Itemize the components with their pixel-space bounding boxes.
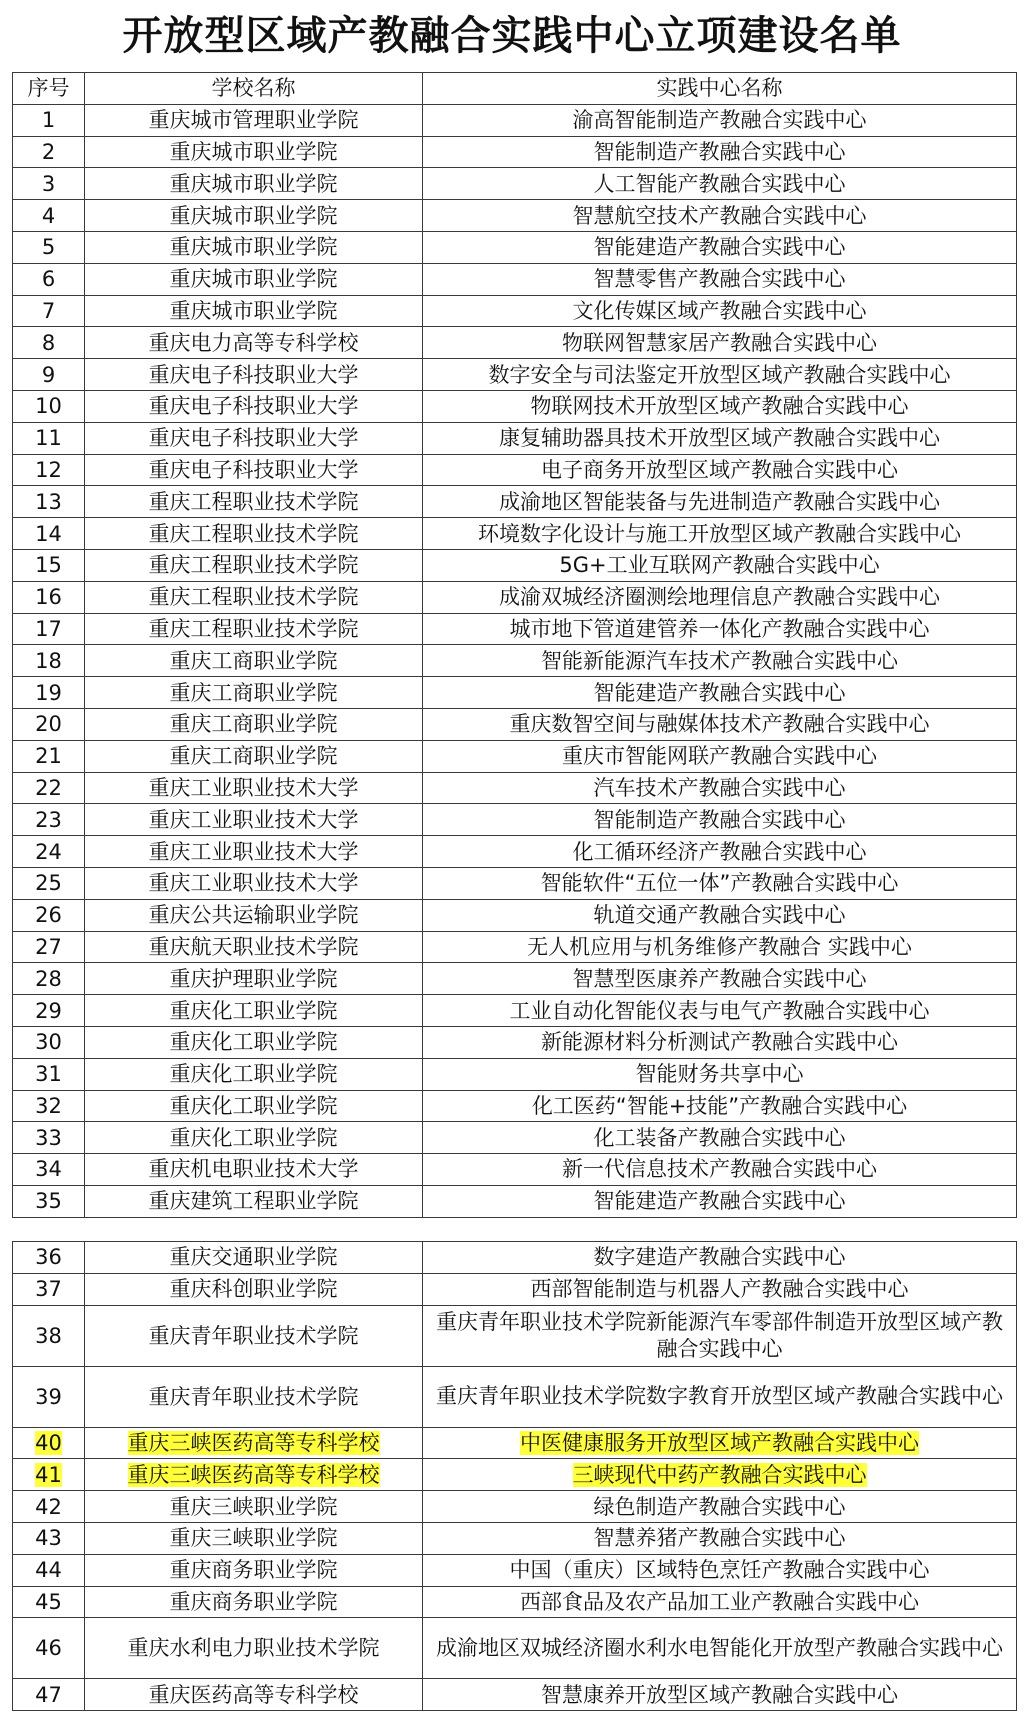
center-name [423, 1459, 1017, 1491]
table-row [13, 1586, 1017, 1618]
school-name: 重庆工程职业技术学院 [85, 518, 423, 550]
row-number: 30 [13, 1026, 85, 1058]
school-name: 重庆商务职业学院 [85, 1554, 423, 1586]
table-row [13, 1459, 1017, 1491]
row-number: 35 [13, 1185, 85, 1217]
center-name: 渝高智能制造产教融合实践中心 [423, 104, 1017, 136]
center-name: 智慧零售产教融合实践中心 [423, 263, 1017, 295]
table-row [13, 581, 1017, 613]
table-row [13, 549, 1017, 581]
center-name: 工业自动化智能仪表与电气产教融合实践中心 [423, 995, 1017, 1027]
row-number: 27 [13, 931, 85, 963]
school-name: 重庆工业职业技术大学 [85, 772, 423, 804]
row-number: 4 [13, 200, 85, 232]
school-name: 重庆商务职业学院 [85, 1586, 423, 1618]
school-name [85, 1459, 423, 1491]
school-name: 重庆医药高等专科学校 [85, 1679, 423, 1711]
school-name: 重庆化工职业学院 [85, 1122, 423, 1154]
project-table-part-2 [12, 1241, 1017, 1711]
school-name: 重庆城市职业学院 [85, 136, 423, 168]
school-name: 重庆电力高等专科学校 [85, 327, 423, 359]
table-row [13, 1090, 1017, 1122]
school-name: 重庆工商职业学院 [85, 708, 423, 740]
center-name: 物联网智慧家居产教融合实践中心 [423, 327, 1017, 359]
school-name: 重庆三峡职业学院 [85, 1522, 423, 1554]
table-row [13, 1058, 1017, 1090]
table-row [13, 295, 1017, 327]
row-number: 18 [13, 645, 85, 677]
table-row [13, 1618, 1017, 1679]
school-name: 重庆工商职业学院 [85, 677, 423, 709]
school-name: 重庆城市职业学院 [85, 263, 423, 295]
center-name: 智能新能源汽车技术产教融合实践中心 [423, 645, 1017, 677]
table-row [13, 200, 1017, 232]
row-number: 26 [13, 899, 85, 931]
table-row [13, 708, 1017, 740]
table-row [13, 677, 1017, 709]
center-name: 无人机应用与机务维修产教融合 实践中心 [423, 931, 1017, 963]
row-number: 36 [13, 1242, 85, 1274]
school-name: 重庆建筑工程职业学院 [85, 1185, 423, 1217]
center-name: 新能源材料分析测试产教融合实践中心 [423, 1026, 1017, 1058]
project-table-part-1 [12, 72, 1017, 1218]
table-row [13, 1522, 1017, 1554]
highlight-mark: 重庆三峡医药高等专科学校 [127, 1462, 380, 1487]
center-name: 化工循环经济产教融合实践中心 [423, 836, 1017, 868]
row-number: 29 [13, 995, 85, 1027]
row-number: 9 [13, 359, 85, 391]
table-row [13, 1154, 1017, 1186]
school-name: 重庆电子科技职业大学 [85, 422, 423, 454]
center-name: 人工智能产教融合实践中心 [423, 168, 1017, 200]
table-row [13, 740, 1017, 772]
row-number: 6 [13, 263, 85, 295]
row-number: 22 [13, 772, 85, 804]
row-number: 17 [13, 613, 85, 645]
center-name: 西部智能制造与机器人产教融合实践中心 [423, 1273, 1017, 1305]
row-number: 47 [13, 1679, 85, 1711]
table-row [13, 263, 1017, 295]
page-title: 开放型区域产教融合实践中心立项建设名单 [122, 13, 902, 59]
school-name: 重庆工程职业技术学院 [85, 486, 423, 518]
center-name: 重庆青年职业技术学院新能源汽车零部件制造开放型区域产教融合实践中心 [423, 1305, 1017, 1366]
center-name: 成渝地区双城经济圈水利水电智能化开放型产教融合实践中心 [423, 1618, 1017, 1679]
school-name: 重庆青年职业技术学院 [85, 1366, 423, 1427]
row-number: 42 [13, 1491, 85, 1523]
school-name: 重庆机电职业技术大学 [85, 1154, 423, 1186]
center-name: 康复辅助器具技术开放型区域产教融合实践中心 [423, 422, 1017, 454]
center-name: 智能软件“五位一体”产教融合实践中心 [423, 867, 1017, 899]
table-row [13, 645, 1017, 677]
row-number: 39 [13, 1366, 85, 1427]
row-number [13, 1459, 85, 1491]
school-name: 重庆城市职业学院 [85, 200, 423, 232]
table-row [13, 1026, 1017, 1058]
row-number: 10 [13, 390, 85, 422]
school-name: 重庆工业职业技术大学 [85, 804, 423, 836]
school-name: 重庆公共运输职业学院 [85, 899, 423, 931]
school-name [85, 1427, 423, 1459]
table-row [13, 899, 1017, 931]
school-name: 重庆工程职业技术学院 [85, 581, 423, 613]
header-center: 实践中心名称 [423, 73, 1017, 105]
table-row [13, 1122, 1017, 1154]
table-row [13, 1366, 1017, 1427]
row-number: 24 [13, 836, 85, 868]
row-number: 19 [13, 677, 85, 709]
center-name: 物联网技术开放型区域产教融合实践中心 [423, 390, 1017, 422]
row-number: 34 [13, 1154, 85, 1186]
table-row [13, 231, 1017, 263]
row-number: 46 [13, 1618, 85, 1679]
row-number: 44 [13, 1554, 85, 1586]
highlight-mark: 三峡现代中药产教融合实践中心 [572, 1462, 867, 1487]
row-number: 12 [13, 454, 85, 486]
table-row [13, 1679, 1017, 1711]
center-name: 绿色制造产教融合实践中心 [423, 1491, 1017, 1523]
center-name: 智慧养猪产教融合实践中心 [423, 1522, 1017, 1554]
table-row [13, 836, 1017, 868]
school-name: 重庆交通职业学院 [85, 1242, 423, 1274]
center-name: 数字建造产教融合实践中心 [423, 1242, 1017, 1274]
table-row [13, 136, 1017, 168]
center-name: 化工装备产教融合实践中心 [423, 1122, 1017, 1154]
school-name: 重庆工业职业技术大学 [85, 836, 423, 868]
table-row [13, 772, 1017, 804]
school-name: 重庆城市职业学院 [85, 168, 423, 200]
row-number: 20 [13, 708, 85, 740]
highlight-mark: 41 [35, 1462, 62, 1487]
row-number: 28 [13, 963, 85, 995]
center-name: 轨道交通产教融合实践中心 [423, 899, 1017, 931]
row-number: 38 [13, 1305, 85, 1366]
school-name: 重庆城市管理职业学院 [85, 104, 423, 136]
school-name: 重庆三峡职业学院 [85, 1491, 423, 1523]
school-name: 重庆电子科技职业大学 [85, 454, 423, 486]
header-number: 序号 [13, 73, 85, 105]
center-name: 5G+工业互联网产教融合实践中心 [423, 549, 1017, 581]
row-number: 13 [13, 486, 85, 518]
row-number: 37 [13, 1273, 85, 1305]
table-row [13, 1491, 1017, 1523]
table-row [13, 327, 1017, 359]
highlight-mark: 重庆三峡医药高等专科学校 [127, 1430, 380, 1455]
school-name: 重庆化工职业学院 [85, 1058, 423, 1090]
center-name: 智能建造产教融合实践中心 [423, 231, 1017, 263]
center-name: 新一代信息技术产教融合实践中心 [423, 1154, 1017, 1186]
center-name: 重庆青年职业技术学院数字教育开放型区域产教融合实践中心 [423, 1366, 1017, 1427]
table-row [13, 518, 1017, 550]
table-row [13, 963, 1017, 995]
table-row [13, 359, 1017, 391]
row-number: 3 [13, 168, 85, 200]
row-number: 31 [13, 1058, 85, 1090]
center-name: 城市地下管道建管养一体化产教融合实践中心 [423, 613, 1017, 645]
school-name: 重庆工商职业学院 [85, 645, 423, 677]
row-number: 7 [13, 295, 85, 327]
school-name: 重庆水利电力职业技术学院 [85, 1618, 423, 1679]
school-name: 重庆科创职业学院 [85, 1273, 423, 1305]
center-name: 重庆市智能网联产教融合实践中心 [423, 740, 1017, 772]
table-row [13, 168, 1017, 200]
row-number: 43 [13, 1522, 85, 1554]
center-name: 重庆数智空间与融媒体技术产教融合实践中心 [423, 708, 1017, 740]
row-number: 16 [13, 581, 85, 613]
table-header-row [13, 73, 1017, 105]
row-number: 2 [13, 136, 85, 168]
school-name: 重庆工程职业技术学院 [85, 613, 423, 645]
school-name: 重庆电子科技职业大学 [85, 390, 423, 422]
school-name: 重庆青年职业技术学院 [85, 1305, 423, 1366]
table-row [13, 1427, 1017, 1459]
school-name: 重庆城市职业学院 [85, 231, 423, 263]
row-number: 11 [13, 422, 85, 454]
center-name: 智慧型医康养产教融合实践中心 [423, 963, 1017, 995]
table-row [13, 1273, 1017, 1305]
center-name: 化工医药“智能+技能”产教融合实践中心 [423, 1090, 1017, 1122]
center-name: 环境数字化设计与施工开放型区域产教融合实践中心 [423, 518, 1017, 550]
highlight-mark: 40 [35, 1430, 62, 1455]
center-name: 数字安全与司法鉴定开放型区域产教融合实践中心 [423, 359, 1017, 391]
row-number: 15 [13, 549, 85, 581]
school-name: 重庆航天职业技术学院 [85, 931, 423, 963]
table-row [13, 104, 1017, 136]
row-number: 1 [13, 104, 85, 136]
center-name: 文化传媒区域产教融合实践中心 [423, 295, 1017, 327]
center-name: 智能建造产教融合实践中心 [423, 677, 1017, 709]
table-row [13, 1242, 1017, 1274]
table-row [13, 454, 1017, 486]
table-row [13, 613, 1017, 645]
table-row [13, 931, 1017, 963]
highlight-mark: 中医健康服务开放型区域产教融合实践中心 [520, 1430, 919, 1455]
table-row [13, 422, 1017, 454]
center-name: 智慧康养开放型区域产教融合实践中心 [423, 1679, 1017, 1711]
row-number: 45 [13, 1586, 85, 1618]
row-number: 8 [13, 327, 85, 359]
center-name: 成渝双城经济圈测绘地理信息产教融合实践中心 [423, 581, 1017, 613]
school-name: 重庆电子科技职业大学 [85, 359, 423, 391]
school-name: 重庆工业职业技术大学 [85, 867, 423, 899]
school-name: 重庆化工职业学院 [85, 1026, 423, 1058]
table-row [13, 1305, 1017, 1366]
row-number: 21 [13, 740, 85, 772]
school-name: 重庆城市职业学院 [85, 295, 423, 327]
center-name: 智能制造产教融合实践中心 [423, 136, 1017, 168]
center-name: 汽车技术产教融合实践中心 [423, 772, 1017, 804]
school-name: 重庆工商职业学院 [85, 740, 423, 772]
center-name [423, 1427, 1017, 1459]
table-row [13, 1554, 1017, 1586]
center-name: 智能制造产教融合实践中心 [423, 804, 1017, 836]
table-row [13, 390, 1017, 422]
table-row [13, 995, 1017, 1027]
school-name: 重庆化工职业学院 [85, 995, 423, 1027]
row-number: 5 [13, 231, 85, 263]
row-number: 33 [13, 1122, 85, 1154]
center-name: 电子商务开放型区域产教融合实践中心 [423, 454, 1017, 486]
row-number [13, 1427, 85, 1459]
row-number: 23 [13, 804, 85, 836]
header-school: 学校名称 [85, 73, 423, 105]
row-number: 14 [13, 518, 85, 550]
table-row [13, 867, 1017, 899]
school-name: 重庆工程职业技术学院 [85, 549, 423, 581]
center-name: 智能财务共享中心 [423, 1058, 1017, 1090]
table-row [13, 804, 1017, 836]
row-number: 25 [13, 867, 85, 899]
center-name: 智能建造产教融合实践中心 [423, 1185, 1017, 1217]
school-name: 重庆化工职业学院 [85, 1090, 423, 1122]
row-number: 32 [13, 1090, 85, 1122]
center-name: 成渝地区智能装备与先进制造产教融合实践中心 [423, 486, 1017, 518]
table-row [13, 486, 1017, 518]
center-name: 智慧航空技术产教融合实践中心 [423, 200, 1017, 232]
table-row [13, 1185, 1017, 1217]
center-name: 中国（重庆）区域特色烹饪产教融合实践中心 [423, 1554, 1017, 1586]
school-name: 重庆护理职业学院 [85, 963, 423, 995]
center-name: 西部食品及农产品加工业产教融合实践中心 [423, 1586, 1017, 1618]
